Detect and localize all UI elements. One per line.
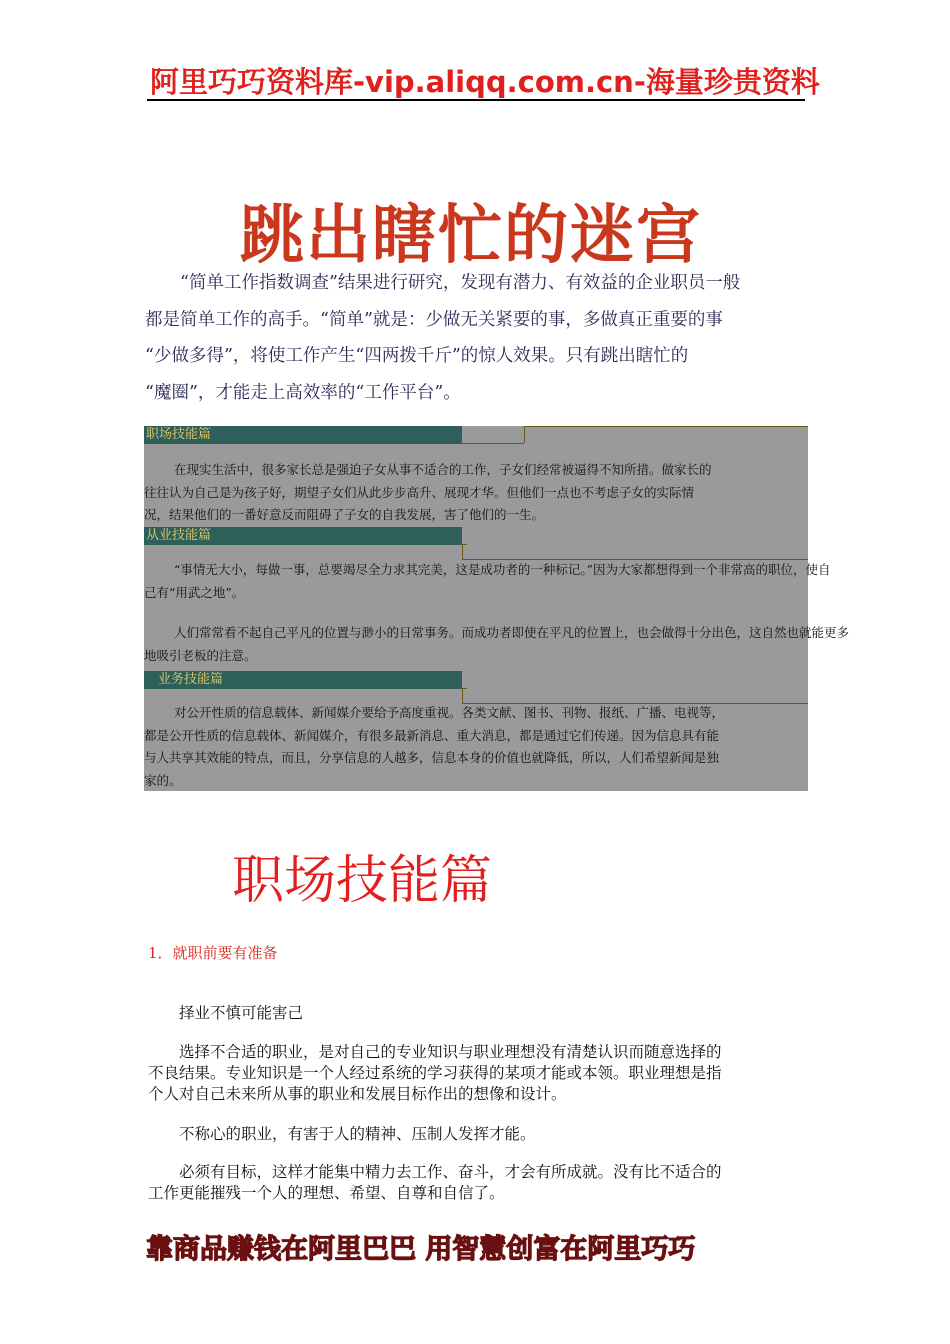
section-text-business	[144, 702, 808, 792]
footer-banner: 靠商品赚钱在阿里巴巴 用智慧创富在阿里巧巧	[146, 1234, 696, 1265]
section-line: 家的。	[144, 772, 182, 788]
body-paragraph-2	[148, 1124, 798, 1145]
body-line: 工作更能摧残一个人的理想、希望、自尊和自信了。	[148, 1184, 505, 1202]
body-line: 选择不合适的职业，是对自己的专业知识与职业理想没有清楚认识而随意选择的	[179, 1043, 722, 1061]
body-line: 不称心的职业，有害于人的精神、压制人发挥才能。	[179, 1125, 536, 1143]
section-heading-career: 从业技能篇	[144, 527, 462, 545]
section-text-career-1	[144, 559, 831, 604]
body-paragraph-1	[148, 1042, 798, 1105]
section-text-workplace	[144, 459, 808, 527]
intro-line: “简单工作指数调查”结果进行研究，发现有潜力、有效益的企业职员一般	[180, 273, 741, 293]
intro-paragraph	[145, 265, 810, 411]
body-line: 个人对自己未来所从事的职业和发展目标作出的想像和设计。	[148, 1085, 567, 1103]
section-line: 己有“用武之地”。	[144, 584, 245, 600]
section-line: 对公开性质的信息载体、新闻媒介要给予高度重视。各类文献、图书、刊物、报纸、广播、电视等，	[174, 705, 725, 720]
section-line: 与人共享其效能的特点，而且，分享信息的人越多，信息本身的价值也就降低，所以，人们希望新闻是独	[144, 750, 720, 765]
item-subtitle	[148, 1003, 798, 1024]
body-line: 择业不慎可能害己	[179, 1004, 304, 1022]
body-line: 必须有目标，这样才能集中精力去工作、奋斗，才会有所成就。没有比不适合的	[179, 1163, 722, 1181]
heading-top-rule	[524, 426, 808, 427]
heading-divider	[462, 688, 463, 703]
section-line: 都是公开性质的信息载体、新闻媒介，有很多最新消息、重大消息，都是通过它们传递。因为信息具有能	[144, 727, 720, 743]
intro-line: “魔圈”，才能走上高效率的“工作平台”。	[145, 382, 461, 403]
section-line: “事情无大小，每做一事，总要竭尽全力求其完美，这是成功者的一种标记。”因为大家都想得到一个非常高的职位，使自	[174, 562, 831, 577]
section-line: 人们常常看不起自己平凡的位置与渺小的日常事务。而成功者即使在平凡的位置上，也会做得十分出色，这自然也就能更多	[174, 625, 850, 640]
body-paragraph-3	[148, 1162, 798, 1204]
section-text-career-2	[144, 622, 849, 667]
item-title: 1．就职前要有准备	[148, 944, 278, 962]
header-divider	[147, 99, 805, 101]
section-heading-workplace: 职场技能篇	[144, 426, 462, 444]
intro-line: 都是简单工作的高手。“简单”就是：少做无关紧要的事，多做真正重要的事	[145, 309, 723, 330]
intro-line: “少做多得”，将使工作产生“四两拨千斤”的惊人效果。只有跳出瞎忙的	[145, 346, 689, 367]
section-line: 地吸引老板的注意。	[144, 647, 257, 663]
body-line: 不良结果。专业知识是一个人经过系统的学习获得的某项才能或本领。职业理想是指	[148, 1064, 722, 1082]
section-title: 职场技能篇	[232, 851, 493, 911]
heading-divider	[524, 426, 525, 443]
summary-panel	[144, 426, 850, 791]
section-line: 往往认为自己是为孩子好，期望子女们从此步步高升、展现才华。但他们一点也不考虑子女的实际情	[144, 484, 695, 500]
section-heading-business: 业务技能篇	[144, 671, 462, 689]
header-banner: 阿里巧巧资料库-vip.aliqq.com.cn-海量珍贵资料	[150, 65, 820, 99]
heading-divider	[462, 544, 463, 559]
section-line: 况，结果他们的一番好意反而阻碍了子女的自我发展，害了他们的一生。	[144, 507, 545, 522]
section-line: 在现实生活中，很多家长总是强迫子女从事不适合的工作，子女们经常被逼得不知所措。做家长的	[174, 462, 712, 477]
page-title: 跳出瞎忙的迷宫	[240, 199, 702, 273]
heading-underline	[462, 443, 524, 444]
